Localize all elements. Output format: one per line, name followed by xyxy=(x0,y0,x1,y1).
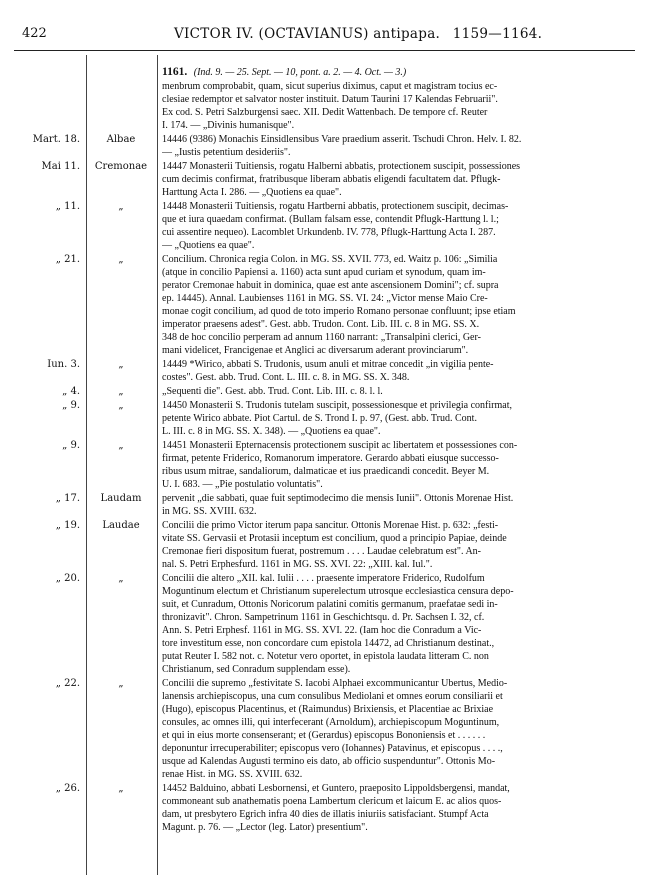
entry-place: Albae xyxy=(106,134,136,145)
entry-text-line: L. III. c. 8 in MG. SS. X. 348). — „Quotiens ea quae". xyxy=(162,426,381,437)
entry-text-line: I. 174. — „Divinis humanisque". xyxy=(162,120,295,131)
entry-text xyxy=(162,133,640,159)
entry-text-line: Christianum, sed Conradum supplendam esse). xyxy=(162,664,351,675)
entry-place: „ xyxy=(118,440,124,451)
entry-text-line: clesiae redemptor et salvator noster instituit. Datum Taurini 17 Kalendas Februarii". xyxy=(162,94,498,105)
entry-text-line: Cremonae fieri dispositum fuerat, postremum . . . . Laudae celebratum est". An- xyxy=(162,546,481,557)
entry-text xyxy=(162,358,640,384)
entry-text-line: tore investitum esse, non concordare cum epistola 14472, ad Christianum destinat., xyxy=(162,638,495,649)
entry-text-line: — „Iustis petentium desideriis". xyxy=(162,147,291,158)
entry-text-line: Concilii die supremo „festivitate S. Iacobi Alphaei excommunicantur Ubertus, Medio- xyxy=(162,678,508,689)
entry-place: „ xyxy=(118,783,124,794)
entry-text-line: costes". Gest. abb. Trud. Cont. L. III. c. 8. in MG. SS. X. 348. xyxy=(162,372,410,383)
entry-date: „ 22. xyxy=(55,678,80,689)
entry-text-line: cui assentire nequeo). Lacomblet Urkundenb. IV. 778, Pflugk-Harttung Acta I. 287. xyxy=(162,227,496,238)
column-divider-place xyxy=(157,55,158,875)
entry-place: „ xyxy=(118,254,124,265)
entry-text-line: Ann. S. Petri Erphesf. 1161 in MG. SS. XVI. 22. (Iam hoc die Conradum a Vic- xyxy=(162,625,482,636)
entry-place: „ xyxy=(118,573,124,584)
entry-date: „ 20. xyxy=(55,573,80,584)
entry-text xyxy=(162,385,640,398)
entry-text-line: Concilium. Chronica regia Colon. in MG. SS. XVII. 773, ed. Waitz p. 106: „Similia xyxy=(162,254,498,265)
entry-place: Laudae xyxy=(102,520,140,531)
entry-place: Cremonae xyxy=(94,161,148,172)
entry-text-line: putat Reuter I. 582 not. c. Notetur vero oportet, in epistola laudata litteram C. non xyxy=(162,651,489,662)
entry-text-line: Moguntinum electum et Christianum superelectum utrosque ecclesiastica censura depo- xyxy=(162,586,514,597)
entry-text-line: Ex cod. S. Petri Salzburgensi saec. XII. Dedit Wattenbach. De tempore cf. Reuter xyxy=(162,107,488,118)
entry-text-line: petente Wirico abbate. Piot Cartul. de S. Trond I. p. 97, (Gest. abb. Trud. Cont. xyxy=(162,413,477,424)
entry-date: „ 11. xyxy=(55,201,80,212)
entry-text-line: imperator praesens adest". Gest. abb. Trudon. Cont. Lib. III. c. 8 in MG. SS. X. xyxy=(162,319,480,330)
entry-text-line: mani videlicet, Francigenae et Anglici ac diversarum aderant provinciarum". xyxy=(162,345,469,356)
entry-text-line: 14449 *Wirico, abbati S. Trudonis, usum anuli et mitrae concedit „in vigilia pente- xyxy=(162,359,494,370)
entry-text xyxy=(162,492,640,518)
entry-place: „ xyxy=(118,400,124,411)
entry-text xyxy=(162,399,640,438)
entry-date: „ 9. xyxy=(62,440,80,451)
entry-date: Mai 11. xyxy=(41,161,80,172)
entry-place: „ xyxy=(118,678,124,689)
entry-text-line: ep. 14445). Annal. Laubienses 1161 in MG. SS. VI. 24: „Victor mense Maio Cre- xyxy=(162,293,488,304)
entry-text-line: ribus usum mitrae, sandaliorum, dalmaticae et ius praedicandi concedit. Beyer M. xyxy=(162,466,490,477)
running-title-years: 1159—1164. xyxy=(452,26,543,42)
entry-date: „ 21. xyxy=(55,254,80,265)
entry-text-line: Magunt. p. 76. — „Lector (leg. Lator) presentium". xyxy=(162,822,368,833)
running-title-text: VICTOR IV. (OCTAVIANUS) antipapa. xyxy=(174,26,441,42)
entry-place: „ xyxy=(118,359,124,370)
entry-text xyxy=(162,677,640,781)
entry-place: „ xyxy=(118,386,124,397)
entry-date: Mart. 18. xyxy=(32,134,80,145)
entry-text xyxy=(162,200,640,252)
entry-text-line: U. I. 683. — „Pie postulatio voluntatis". xyxy=(162,479,323,490)
entry-text-line: 14447 Monasterii Tuitiensis, rogatu Halberni abbatis, protectionem suscipit, possessiones xyxy=(162,161,521,172)
entry-text-line: et qui in eius morte consenserant; et (Gerardus) episcopus Bononiensis et . . . . . . xyxy=(162,730,486,741)
entry-text-line: lanensis archiepiscopus, una cum consulibus Mediolani et omnes eorum consiliarii et xyxy=(162,691,503,702)
entry-text-line: thronizavit". Chron. Sampetrinum 1161 in Geschichtsqu. d. Pr. Sachsen I. 32, cf. xyxy=(162,612,485,623)
entry-text-line: 14448 Monasterii Tuitiensis, rogatu Hartberni abbatis, protectionem suscipit, decimas- xyxy=(162,201,509,212)
entry-text xyxy=(162,782,640,834)
entry-date: Iun. 3. xyxy=(47,359,80,370)
entry-text xyxy=(162,519,640,571)
entry-date: „ 26. xyxy=(55,783,80,794)
entry-text-line: renae Hist. in MG. SS. XVIII. 632. xyxy=(162,769,303,780)
entry-place: Laudam xyxy=(100,493,142,504)
page-number: 422 xyxy=(22,26,47,41)
entry-text xyxy=(162,439,640,491)
entry-text xyxy=(162,80,640,132)
entry-text-line: usque ad Kalendas Augusti termino eis dato, ab officio suspenduntur". Ottonis Mo- xyxy=(162,756,496,767)
entry-text-line: consules, ac omnes illi, qui interfecerant (Arnoldum), archiepiscopum Moguntinum, xyxy=(162,717,500,728)
entry-text xyxy=(162,160,640,199)
entry-text-line: Concilii die altero „XII. kal. Iulii . . . . praesente imperatore Friderico, Rudolfum xyxy=(162,573,485,584)
entry-text-line: nal. S. Petri Erphesfurd. 1161 in MG. SS. XVI. 22: „XIII. kal. Iul.". xyxy=(162,559,433,570)
entry-text-line: monae cogit concilium, ad quod de toto imperio Romano personae confluunt; ipse etiam xyxy=(162,306,516,317)
entry-text-line: pervenit „die sabbati, quae fuit septimodecimo die mensis Iunii". Ottonis Morenae Hist. xyxy=(162,493,514,504)
entry-text-line: Harttung Acta I. 286. — „Quotiens ea quae". xyxy=(162,187,342,198)
entry-text-line: 14452 Balduino, abbati Lesbornensi, et Guntero, praeposito Lippoldsbergensi, mandat, xyxy=(162,783,510,794)
entry-text xyxy=(162,253,640,357)
entry-date: „ 17. xyxy=(55,493,80,504)
entry-date: „ 9. xyxy=(62,400,80,411)
entry-text-line: 348 de hoc concilio perperam ad annum 1160 narrant: „Transalpini clerici, Ger- xyxy=(162,332,481,343)
year-heading-year: 1161. xyxy=(162,66,188,78)
entry-text-line: cum decimis confirmat, fratribusque liberam abbatis eligendi facultatem dat. Pflugk- xyxy=(162,174,501,185)
entry-text-line: Concilii die primo Victor iterum papa sancitur. Ottonis Morenae Hist. p. 632: „festi- xyxy=(162,520,499,531)
entry-text-line: firmat, petente Friderico, Romanorum imperatore. Gerardo abbati eiusque successo- xyxy=(162,453,499,464)
entry-text-line: suit, et Cunradum, Ottonis Noricorum palatini comitis germanum, praefatae sedi in- xyxy=(162,599,498,610)
column-divider-date xyxy=(86,55,87,875)
entry-text-line: „Sequenti die". Gest. abb. Trud. Cont. Lib. III. c. 8. l. l. xyxy=(162,386,383,397)
year-heading-details: (Ind. 9. — 25. Sept. — 10, pont. a. 2. — 4. Oct. — 3.) xyxy=(193,67,407,78)
entry-text-line: 14451 Monasterii Epternacensis protectionem suscipit ac libertatem et possessiones con- xyxy=(162,440,518,451)
entry-text-line: 14446 (9386) Monachis Einsidlensibus Vare praedium asserit. Tschudi Chron. Helv. I. 82. xyxy=(162,134,522,145)
entry-text-line: menbrum comprobabit, quam, sicut superius diximus, caput et magistram tocius ec- xyxy=(162,81,498,92)
running-title xyxy=(174,26,542,42)
entry-text xyxy=(162,572,640,676)
entry-date: „ 19. xyxy=(55,520,80,531)
entry-date: „ 4. xyxy=(62,386,80,397)
entry-text-line: (Hugo), episcopus Placentinus, et (Raimundus) Brixiensis, et Placentiae ac Brixiae xyxy=(162,704,494,715)
entry-place: „ xyxy=(118,201,124,212)
entry-text-line: — „Quotiens ea quae". xyxy=(162,240,255,251)
entry-text-line: perator Cremonae habuit in dominica, quae est ante ascensionem Domini"; cf. supra xyxy=(162,280,499,291)
entry-text-line: commoneant sub anathematis poena Lambertum clericum et laicum E. ac alios quos- xyxy=(162,796,502,807)
entry-text-line: in MG. SS. XVIII. 632. xyxy=(162,506,257,517)
entry-text-line: vitate SS. Gervasii et Protasii inceptum est concilium, quod a principio Papiae, deinde xyxy=(162,533,507,544)
entry-text-line: que et iura quaedam confirmat. (Bullam falsam esse, contendit Pflugk-Harttung l. l.; xyxy=(162,214,499,225)
entry-text-line: 14450 Monasterii S. Trudonis tutelam suscipit, possessionesque et privilegia confirmat, xyxy=(162,400,512,411)
entry-text-line: (atque in concilio Papiensi a. 1160) acta sunt apud curiam et synodum, quam im- xyxy=(162,267,486,278)
page-header xyxy=(14,26,634,48)
header-rule xyxy=(14,50,635,51)
entry-text-line: dam, ut presbytero Egrich infra 40 dies de illatis iniuriis satisfaciant. Stumpf Acta xyxy=(162,809,489,820)
entry-text-line: deponuntur irrecuperabiliter; episcopus vero (Iohannes) Patavinus, et episcopus . . . ., xyxy=(162,743,503,754)
